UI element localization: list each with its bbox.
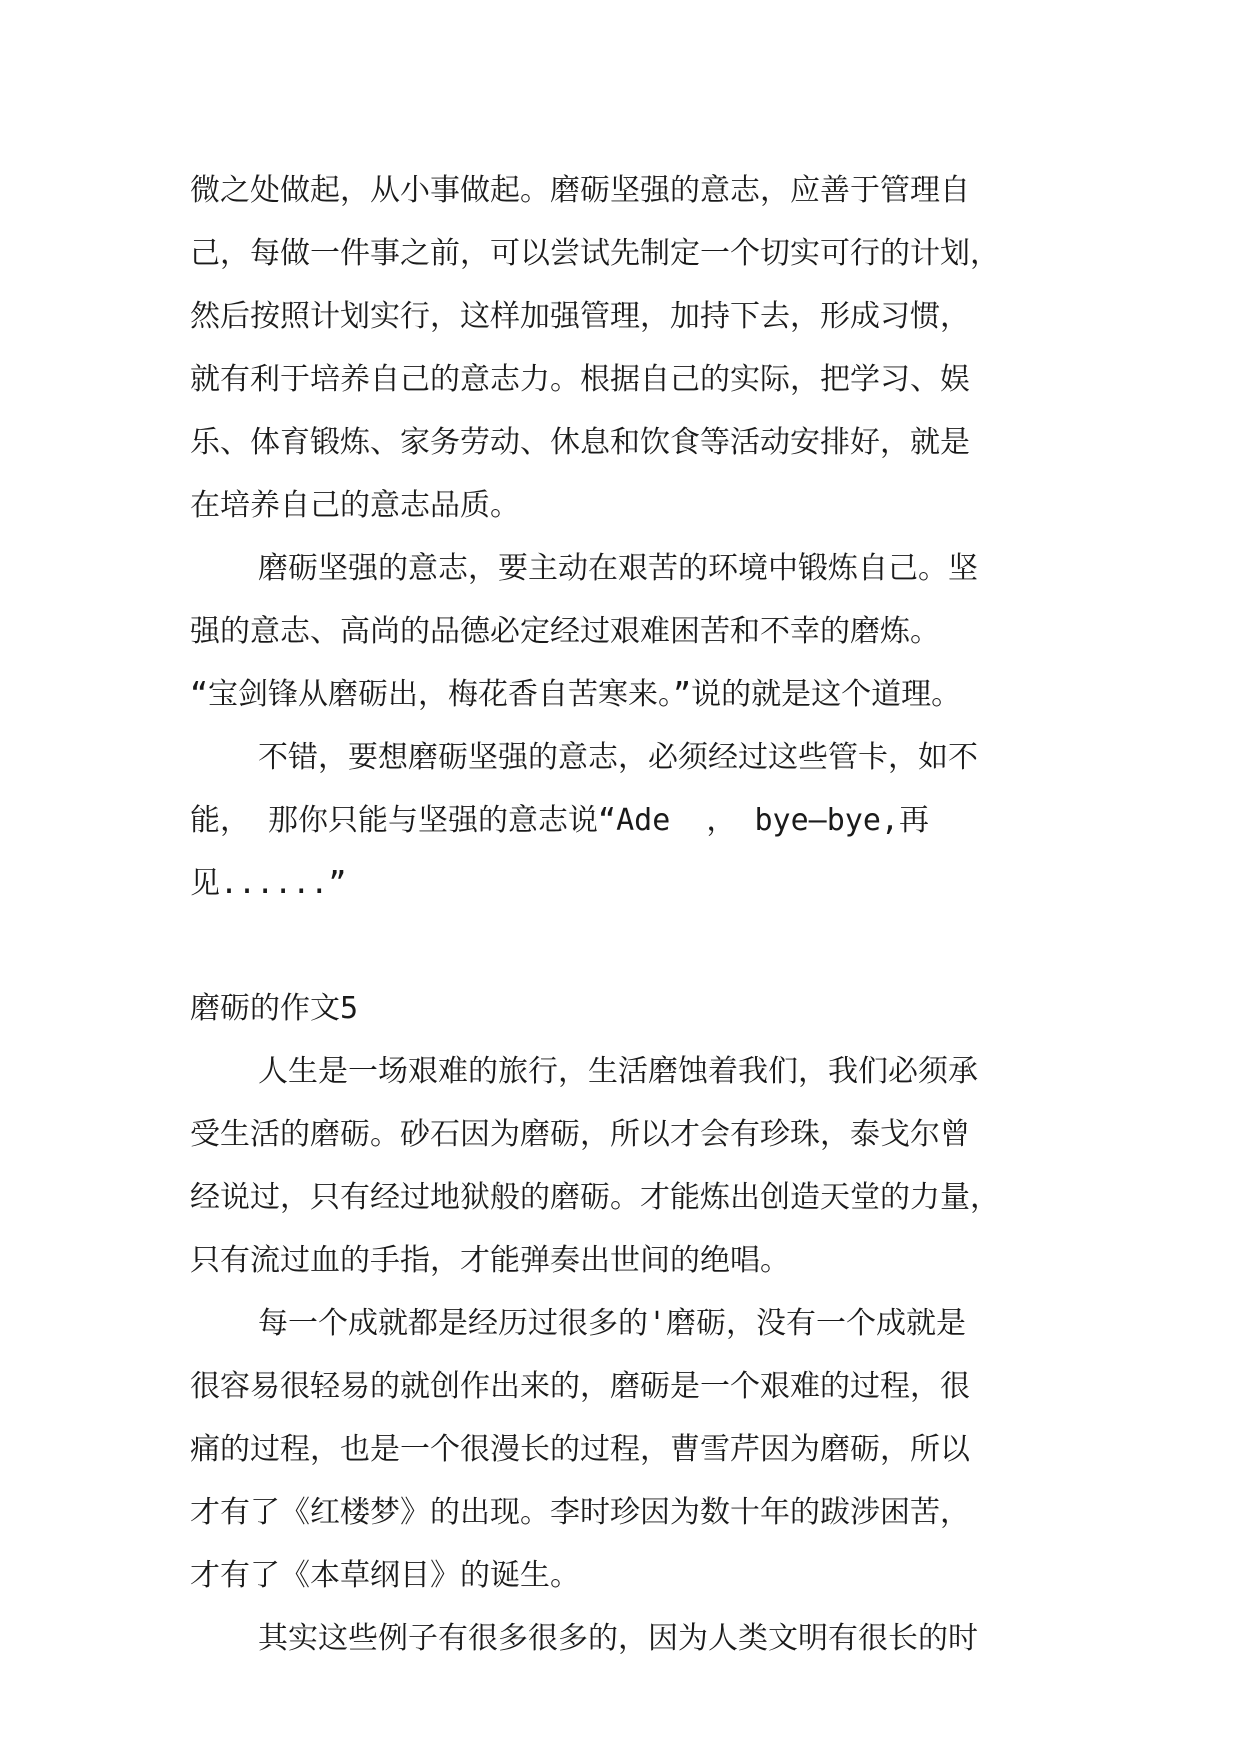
text-line: 受生活的磨砺。砂石因为磨砺，所以才会有珍珠，泰戈尔曾 — [190, 1117, 970, 1152]
text-line: 然后按照计划实行，这样加强管理，加持下去，形成习惯， — [190, 299, 970, 334]
text-line: 磨砺坚强的意志，要主动在艰苦的环境中锻炼自己。坚 — [258, 551, 978, 586]
text-line: 人生是一场艰难的旅行，生活磨蚀着我们，我们必须承 — [258, 1054, 978, 1089]
text-line: 能， 那你只能与坚强的意志说“Ade ， bye—bye,再 — [190, 803, 929, 838]
text-line: 强的意志、高尚的品德必定经过艰难困苦和不幸的磨炼。 — [190, 614, 940, 649]
text-line: 只有流过血的手指，才能弹奏出世间的绝唱。 — [190, 1243, 790, 1278]
text-line: 不错，要想磨砺坚强的意志，必须经过这些管卡，如不 — [258, 740, 978, 775]
text-line: 才有了《红楼梦》的出现。李时珍因为数十年的跋涉困苦， — [190, 1495, 970, 1530]
text-line: 痛的过程，也是一个很漫长的过程，曹雪芹因为磨砺，所以 — [190, 1432, 970, 1467]
essay-text — [190, 159, 1090, 1670]
text-line: 其实这些例子有很多很多的，因为人类文明有很长的时 — [258, 1621, 978, 1656]
text-line: 就有利于培养自己的意志力。根据自己的实际，把学习、娱 — [190, 362, 970, 397]
text-line: 己，每做一件事之前，可以尝试先制定一个切实可行的计划， — [190, 236, 1000, 271]
text-line: 微之处做起，从小事做起。磨砺坚强的意志，应善于管理自 — [190, 173, 970, 208]
text-line: 乐、体育锻炼、家务劳动、休息和饮食等活动安排好，就是 — [190, 425, 970, 460]
text-line: 见......” — [190, 866, 347, 901]
text-line: 经说过，只有经过地狱般的磨砺。才能炼出创造天堂的力量， — [190, 1180, 1000, 1215]
text-line: 才有了《本草纲目》的诞生。 — [190, 1558, 580, 1593]
text-line: 在培养自己的意志品质。 — [190, 488, 520, 523]
section-heading: 磨砺的作文5 — [190, 991, 359, 1026]
text-line: 很容易很轻易的就创作出来的，磨砺是一个艰难的过程，很 — [190, 1369, 970, 1404]
text-line: 每一个成就都是经历过很多的'磨砺，没有一个成就是 — [258, 1306, 967, 1341]
text-line: “宝剑锋从磨砺出，梅花香自苦寒来。”说的就是这个道理。 — [190, 677, 962, 712]
